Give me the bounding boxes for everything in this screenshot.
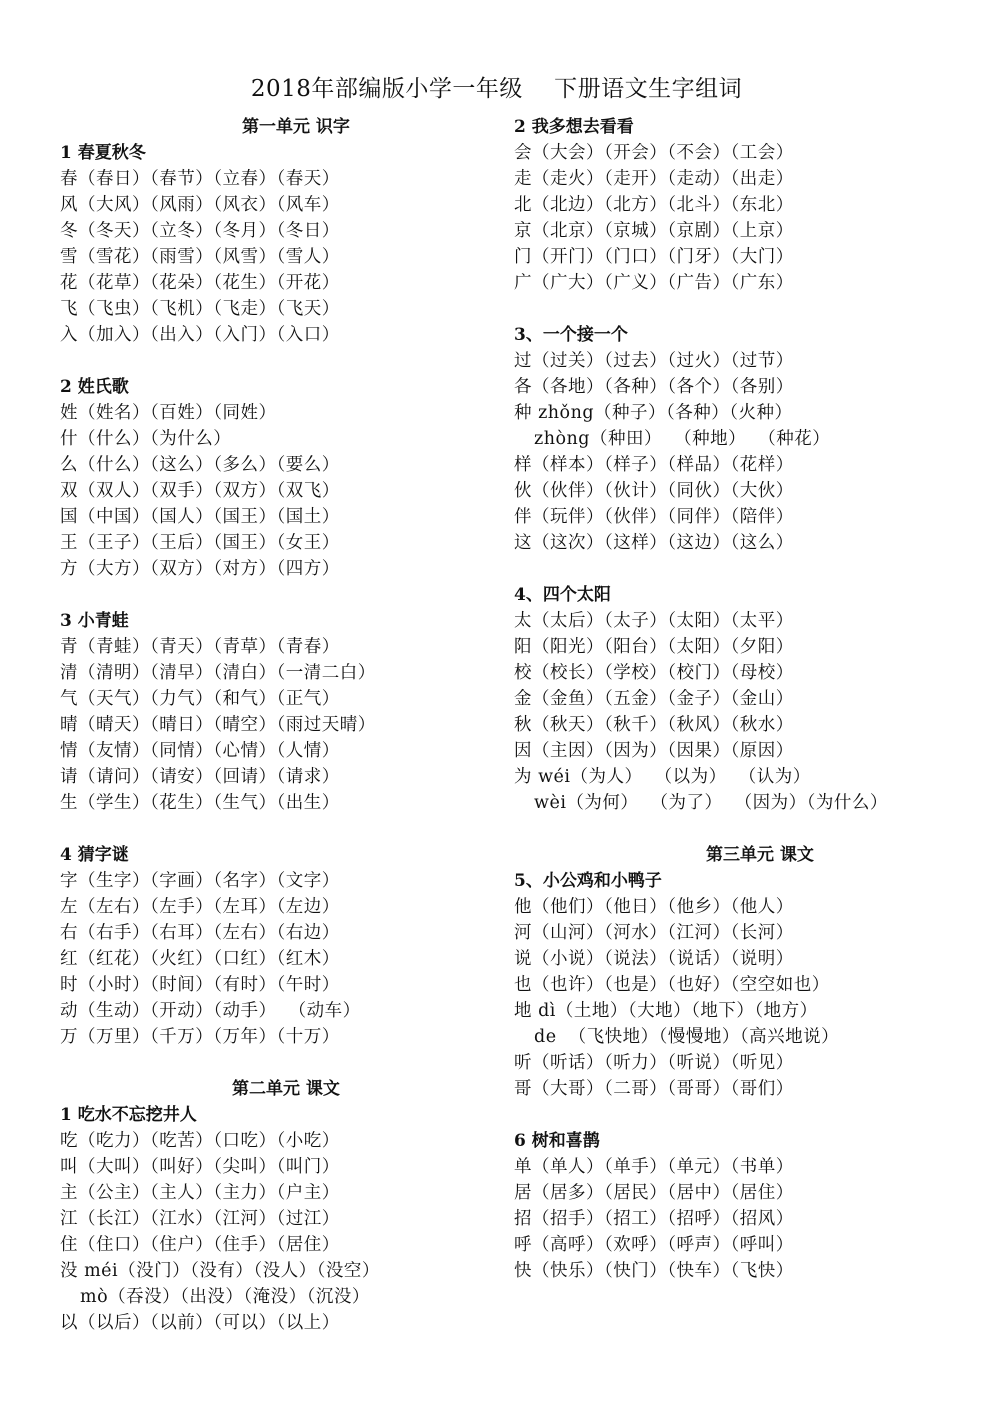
word-row: 广（广大）（广义）（广告）（广东） — [514, 273, 794, 293]
word-row: wèi（为何） （为了） （因为）（为什么） — [534, 793, 888, 813]
word-row: 入（加入）（出入）（入门）（入口） — [60, 325, 340, 345]
word-row: 左（左右）（左手）（左耳）（左边） — [60, 897, 340, 917]
lesson-title: 2 我多想去看看 — [514, 117, 634, 137]
word-row: 没 méi（没门）（没有）（没人）（没空） — [60, 1261, 380, 1281]
lesson-block — [514, 842, 964, 1102]
word-row: 过（过关）（过去）（过火）（过节） — [514, 351, 794, 371]
lesson-title: 5、小公鸡和小鸭子 — [514, 871, 662, 891]
word-row: zhòng（种田） （种地） （种花） — [534, 429, 831, 449]
word-row: 叫（大叫）（叫好）（尖叫）（叫门） — [60, 1157, 340, 1177]
lesson-title: 1 春夏秋冬 — [60, 143, 146, 163]
word-row: 请（请问）（请安）（回请）（请求） — [60, 767, 340, 787]
word-row: 各（各地）（各种）（各个）（各别） — [514, 377, 794, 397]
lesson-title: 2 姓氏歌 — [60, 377, 129, 397]
word-row: 居（居多）（居民）（居中）（居住） — [514, 1183, 794, 1203]
word-row: 河（山河）（河水）（江河）（长河） — [514, 923, 794, 943]
word-row: 生（学生）（花生）（生气）（出生） — [60, 793, 340, 813]
word-row: 王（王子）（王后）（国王）（女王） — [60, 533, 340, 553]
word-row: 他（他们）（他日）（他乡）（他人） — [514, 897, 794, 917]
word-row: 青（青蛙）（青天）（青草）（青春） — [60, 637, 340, 657]
word-row: 也（也许）（也是）（也好）（空空如也） — [514, 975, 830, 995]
word-row: 因（主因）（因为）（因果）（原因） — [514, 741, 794, 761]
word-row: 为 wéi（为人） （以为） （认为） — [514, 767, 811, 787]
word-row: 种 zhǒng（种子）（各种）（火种） — [514, 403, 793, 423]
word-row: 秋（秋天）（秋千）（秋风）（秋水） — [514, 715, 794, 735]
word-row: 伙（伙伴）（伙计）（同伙）（大伙） — [514, 481, 794, 501]
word-row: 风（大风）（风雨）（风衣）（风车） — [60, 195, 340, 215]
word-row: 雪（雪花）（雨雪）（风雪）（雪人） — [60, 247, 340, 267]
word-row: 冬（冬天）（立冬）（冬月）（冬日） — [60, 221, 340, 241]
word-row: 伴（玩伴）（伙伴）（同伴）（陪伴） — [514, 507, 794, 527]
word-row: 字（生字）（字画）（名字）（文字） — [60, 871, 340, 891]
word-row: 什（什么）（为什么） — [60, 429, 232, 449]
word-row: 右（右手）（右耳）（左右）（右边） — [60, 923, 340, 943]
word-row: 双（双人）（双手）（双方）（双飞） — [60, 481, 340, 501]
word-row: 这（这次）（这样）（这边）（这么） — [514, 533, 794, 553]
word-row: 地 dì（土地）（大地）（地下）（地方） — [514, 1001, 818, 1021]
word-row: 吃（吃力）（吃苦）（口吃）（小吃） — [60, 1131, 340, 1151]
word-row: 么（什么）（这么）（多么）（要么） — [60, 455, 340, 475]
word-row: 江（长江）（江水）（江河）（过江） — [60, 1209, 340, 1229]
word-row: 太（太后）（太子）（太阳）（太平） — [514, 611, 794, 631]
lesson-block — [514, 114, 964, 296]
word-row: 情（友情）（同情）（心情）（人情） — [60, 741, 340, 761]
lesson-block — [514, 322, 964, 556]
left-column — [60, 114, 510, 1362]
word-row: 快（快乐）（快门）（快车）（飞快） — [514, 1261, 794, 1281]
word-row: 招（招手）（招工）（招呼）（招风） — [514, 1209, 794, 1229]
lesson-block — [60, 842, 510, 1050]
word-row: 春（春日）（春节）（立春）（春天） — [60, 169, 340, 189]
word-row: 说（小说）（说法）（说话）（说明） — [514, 949, 794, 969]
word-row: 以（以后）（以前）（可以）（以上） — [60, 1313, 340, 1333]
word-row: de （飞快地）（慢慢地）（高兴地说） — [534, 1027, 840, 1047]
unit-heading: 第三单元 课文 — [706, 845, 814, 865]
lesson-block — [60, 374, 510, 582]
lesson-block — [60, 608, 510, 816]
word-row: 清（清明）（清早）（清白）（一清二白） — [60, 663, 376, 683]
word-row: 飞（飞虫）（飞机）（飞走）（飞天） — [60, 299, 340, 319]
word-row: 单（单人）（单手）（单元）（书单） — [514, 1157, 794, 1177]
word-row: 国（中国）（国人）（国王）（国土） — [60, 507, 340, 527]
word-row: 听（听话）（听力）（听说）（听见） — [514, 1053, 794, 1073]
word-row: 北（北边）（北方）（北斗）（东北） — [514, 195, 794, 215]
word-row: 哥（大哥）（二哥）（哥哥）（哥们） — [514, 1079, 794, 1099]
lesson-title: 6 树和喜鹊 — [514, 1131, 600, 1151]
word-row: 花（花草）（花朵）（花生）（开花） — [60, 273, 340, 293]
word-row: 时（小时）（时间）（有时）（午时） — [60, 975, 340, 995]
lesson-block — [514, 582, 964, 816]
page-title: 2018年部编版小学一年级 下册语文生字组词 — [250, 76, 743, 102]
lesson-block — [514, 1128, 964, 1284]
word-row: 方（大方）（双方）（对方）（四方） — [60, 559, 340, 579]
word-row: 门（开门）（门口）（门牙）（大门） — [514, 247, 794, 267]
word-row: 姓（姓名）（百姓）（同姓） — [60, 403, 277, 423]
word-row: 主（公主）（主人）（主力）（户主） — [60, 1183, 340, 1203]
word-row: 阳（阳光）（阳台）（太阳）（夕阳） — [514, 637, 794, 657]
lesson-block — [60, 114, 510, 348]
word-row: 动（生动）（开动）（动手） （动车） — [60, 1001, 361, 1021]
unit-heading: 第二单元 课文 — [232, 1079, 340, 1099]
lesson-title: 4 猜字谜 — [60, 845, 129, 865]
word-row: 气（天气）（力气）（和气）（正气） — [60, 689, 340, 709]
word-row: 京（北京）（京城）（京剧）（上京） — [514, 221, 794, 241]
word-row: 万（万里）（千万）（万年）（十万） — [60, 1027, 340, 1047]
word-row: 呼（高呼）（欢呼）（呼声）（呼叫） — [514, 1235, 794, 1255]
word-row: 样（样本）（样子）（样品）（花样） — [514, 455, 794, 475]
word-row: 住（住口）（住户）（住手）（居住） — [60, 1235, 340, 1255]
word-row: 红（红花）（火红）（口红）（红木） — [60, 949, 340, 969]
lesson-title: 4、四个太阳 — [514, 585, 611, 605]
right-column — [514, 114, 964, 1310]
word-row: 走（走火）（走开）（走动）（出走） — [514, 169, 794, 189]
lesson-title: 3、一个接一个 — [514, 325, 628, 345]
word-row: mò（吞没）（出没）（淹没）（沉没） — [80, 1287, 370, 1307]
lesson-title: 3 小青蛙 — [60, 611, 129, 631]
unit-heading: 第一单元 识字 — [242, 117, 350, 137]
word-row: 校（校长）（学校）（校门）（母校） — [514, 663, 794, 683]
word-row: 晴（晴天）（晴日）（晴空）（雨过天晴） — [60, 715, 376, 735]
lesson-title: 1 吃水不忘挖井人 — [60, 1105, 197, 1125]
word-row: 会（大会）（开会）（不会）（工会） — [514, 143, 794, 163]
word-row: 金（金鱼）（五金）（金子）（金山） — [514, 689, 794, 709]
lesson-block — [60, 1076, 510, 1336]
